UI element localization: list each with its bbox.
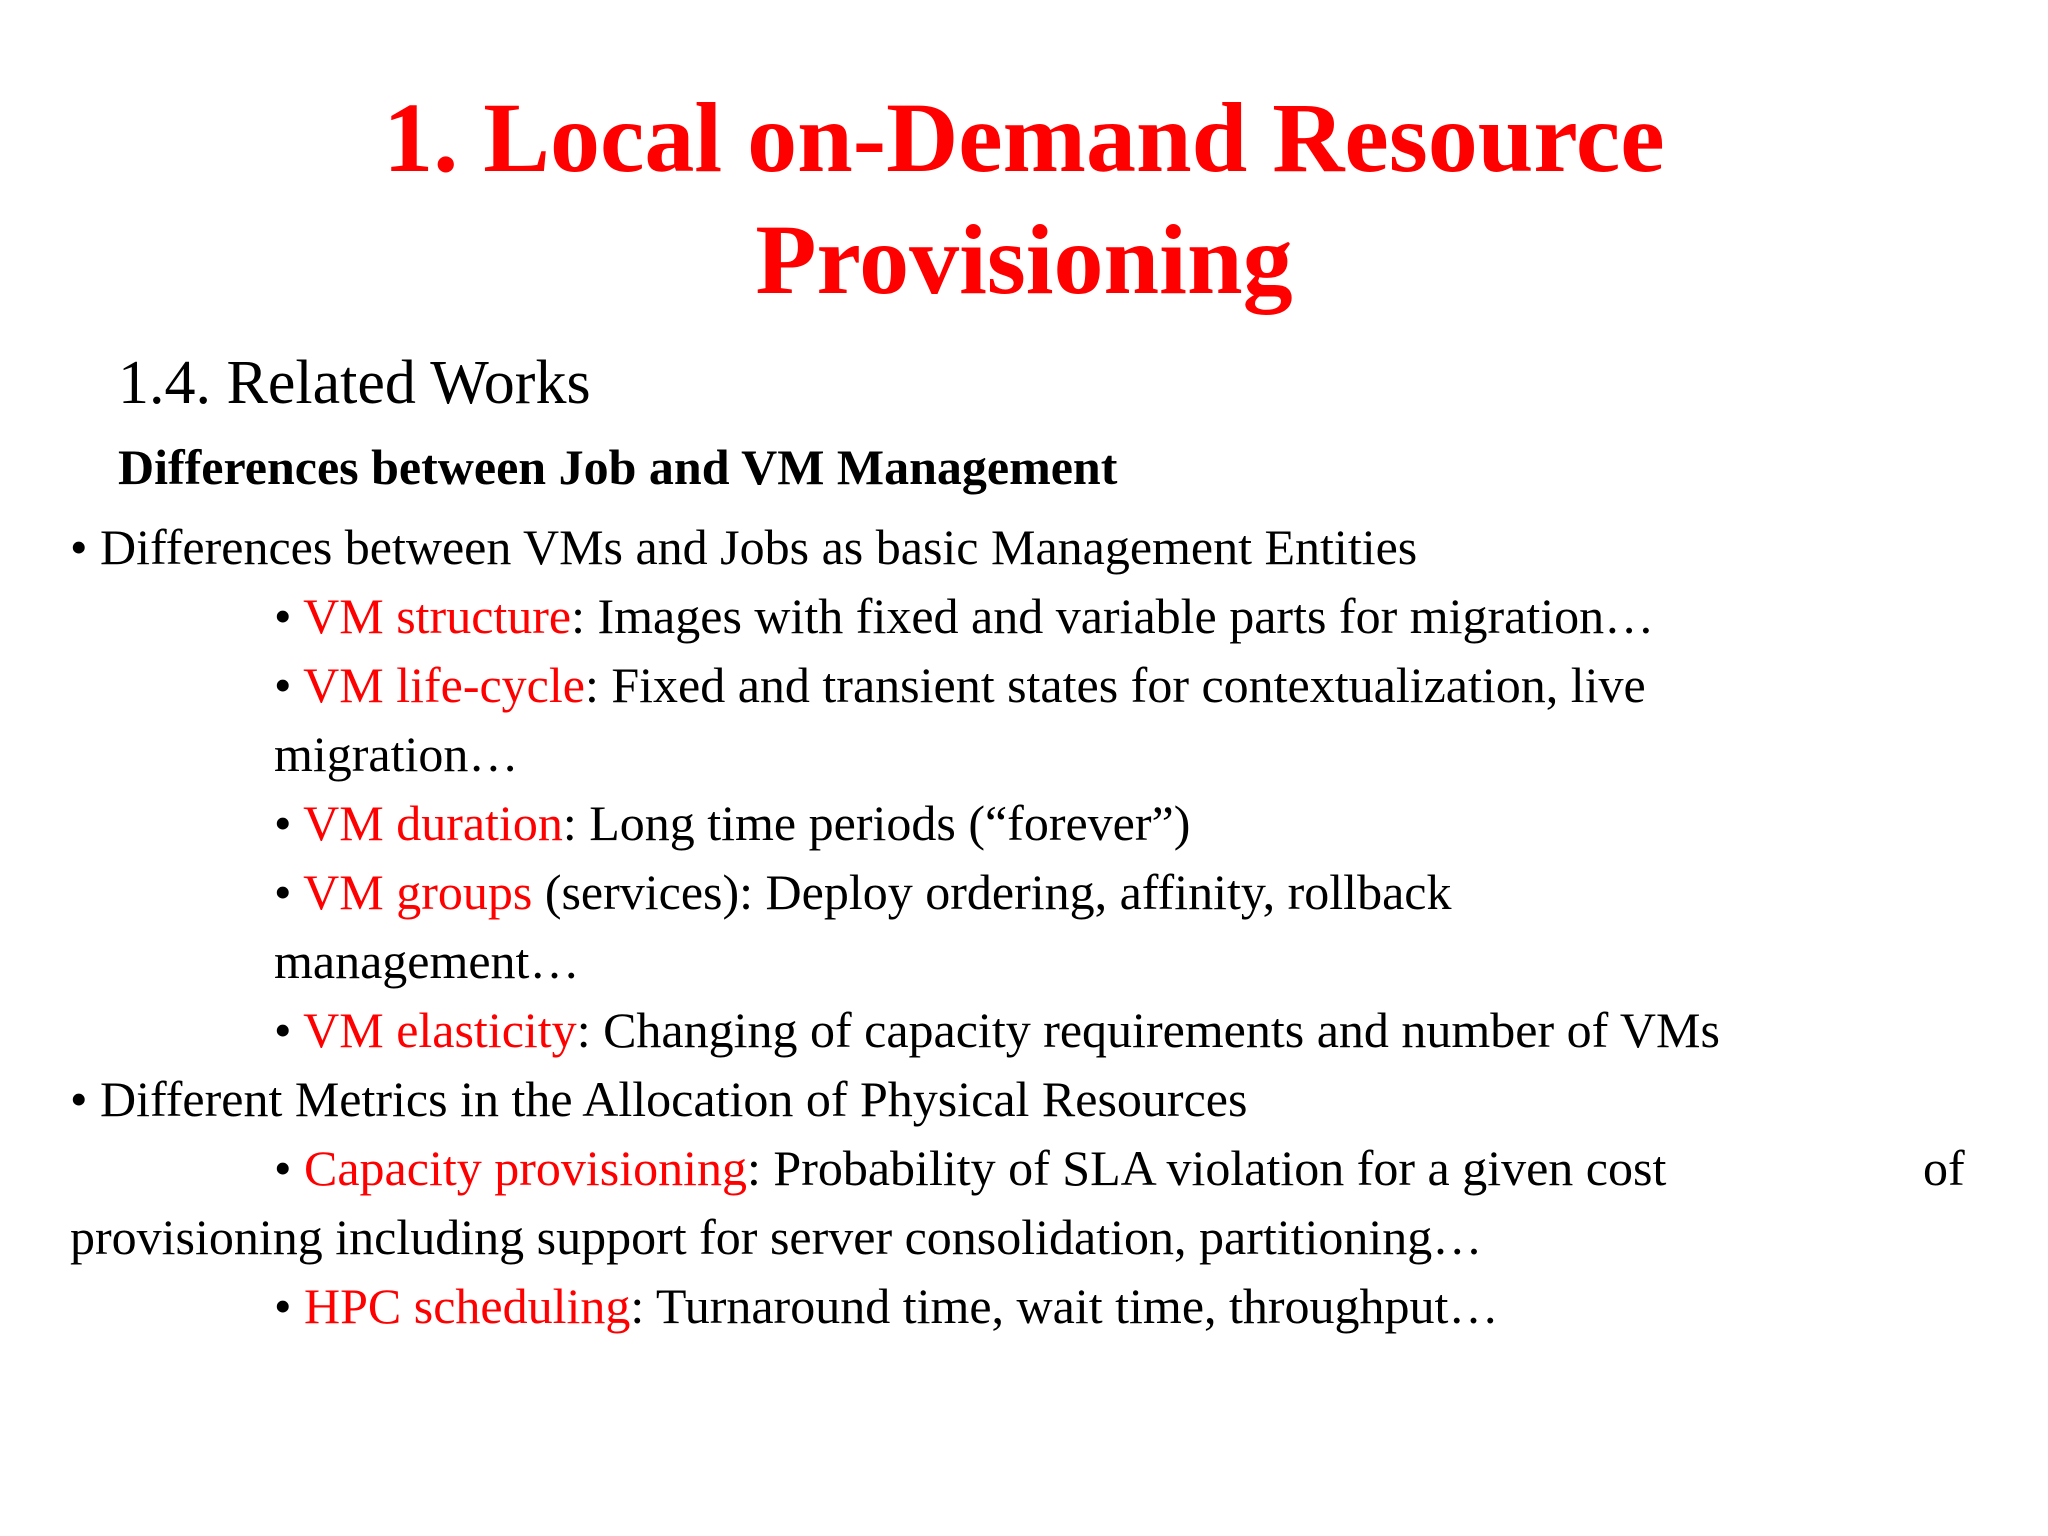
sub-bullet-text: : Fixed and transient states for contextualization, live — [584, 657, 1646, 713]
sub-bullet-trailing-word: of — [1923, 1140, 1965, 1196]
sub-bullet-text: : Probability of SLA violation for a given cost — [747, 1140, 1667, 1196]
sub-bullet-item — [274, 1276, 1498, 1336]
bullet-glyph: • — [70, 1071, 88, 1127]
bullet-glyph: • — [274, 1140, 292, 1196]
sub-bullet-item — [274, 586, 1654, 646]
bullet-glyph: • — [274, 588, 292, 644]
sub-bullet-continuation: migration… — [274, 726, 519, 782]
bullet-text: Differences between VMs and Jobs as basic Management Entities — [100, 519, 1418, 575]
sub-bullet-term: HPC scheduling — [304, 1278, 631, 1334]
sub-bullet-text: (services): Deploy ordering, affinity, rollback — [532, 864, 1452, 920]
sub-bullet-term: VM elasticity — [303, 1002, 577, 1058]
bullet-glyph: • — [70, 519, 88, 575]
sub-bullet-term: VM structure — [303, 588, 572, 644]
sub-bullet-text: : Turnaround time, wait time, throughput… — [630, 1278, 1499, 1334]
bullet-glyph: • — [274, 1002, 292, 1058]
sub-bullet-item — [274, 1138, 1666, 1198]
sub-bullet-item — [274, 1000, 1720, 1060]
bullet-item — [70, 517, 1417, 577]
bullet-item — [70, 1069, 1247, 1129]
bullet-glyph: • — [274, 864, 292, 920]
slide-title-line-1: 1. Local on-Demand Resource — [383, 82, 1665, 193]
sub-bullet-continuation: management… — [274, 933, 580, 989]
subheading: Differences between Job and VM Management — [118, 439, 1118, 495]
bullet-glyph: • — [274, 795, 292, 851]
slide-title-line-2: Provisioning — [755, 204, 1293, 315]
sub-bullet-text: : Long time periods (“forever”) — [562, 795, 1191, 851]
sub-bullet-item — [274, 793, 1190, 853]
bullet-glyph: • — [274, 1278, 292, 1334]
sub-bullet-term: VM life-cycle — [303, 657, 585, 713]
sub-bullet-term: VM duration — [303, 795, 563, 851]
sub-bullet-item — [274, 655, 1646, 715]
bullet-glyph: • — [274, 657, 292, 713]
sub-bullet-continuation: provisioning including support for server consolidation, partitioning… — [70, 1209, 1483, 1265]
sub-bullet-text: : Changing of capacity requirements and number of VMs — [576, 1002, 1720, 1058]
sub-bullet-text: : Images with fixed and variable parts for migration… — [571, 588, 1655, 644]
sub-bullet-item — [274, 862, 1451, 922]
bullet-text: Different Metrics in the Allocation of Physical Resources — [100, 1071, 1248, 1127]
sub-bullet-term: Capacity provisioning — [304, 1140, 748, 1196]
section-heading: 1.4. Related Works — [118, 349, 591, 417]
sub-bullet-term: VM groups — [303, 864, 533, 920]
